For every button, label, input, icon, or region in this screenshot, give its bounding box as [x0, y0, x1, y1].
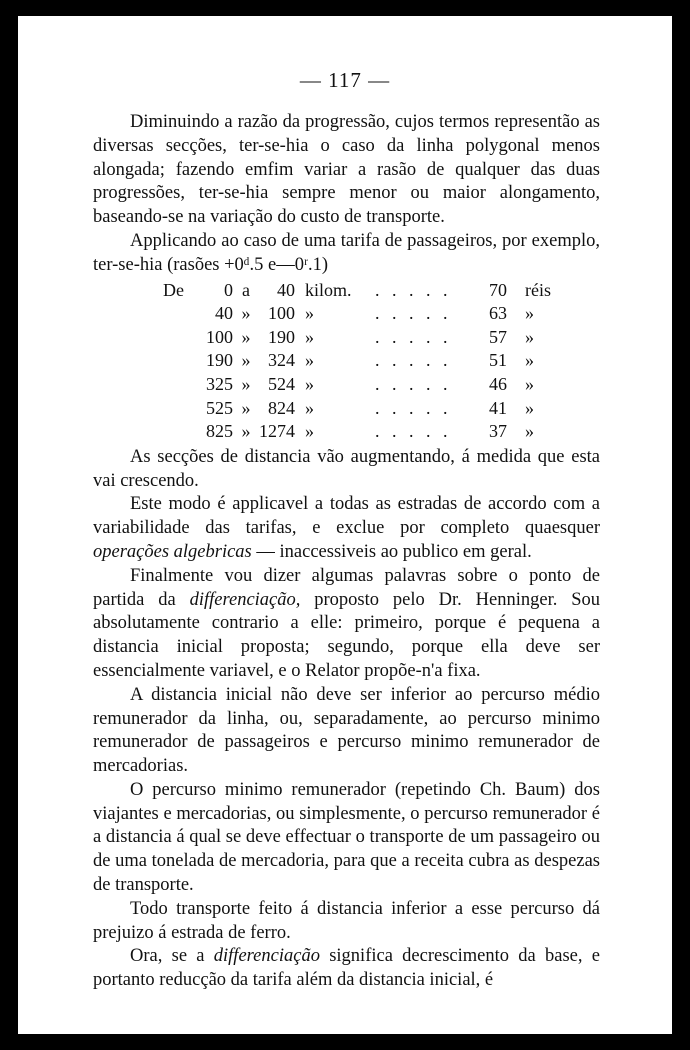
tariff-row [163, 279, 551, 303]
tariff-cell-value: 63 [489, 303, 507, 324]
tariff-cell-value: 41 [489, 397, 507, 418]
italic-term-differentiation: differenciação, [189, 589, 301, 610]
paragraph-4-end: — inaccessiveis ao publico em geral. [251, 541, 532, 562]
tariff-cell-de [163, 397, 199, 421]
tariff-cell-unit: » [305, 350, 314, 371]
paragraph-1: Diminuindo a razão da progressão, cujos termos representão as diversas secções, ter-se-hia o caso da linha polygonal menos alongada; fazendo emfim variar a rasão de qualquer das duas progressões, ter-se-hia sempre menor ou maior alongamento, baseando-se na variação do custo de transporte. [93, 112, 600, 228]
tariff-cell-currency: » [525, 326, 534, 347]
tariff-cell-currency: » [525, 373, 534, 394]
tariff-row [163, 420, 551, 444]
tariff-cell-from: 325 [206, 373, 233, 394]
tariff-cell-value: 70 [489, 279, 507, 300]
tariff-cell-de [163, 420, 199, 444]
tariff-cell-de: De [163, 279, 184, 300]
paragraph-5 [93, 565, 600, 684]
tariff-cell-currency: » [525, 397, 534, 418]
tariff-cell-value: 46 [489, 373, 507, 394]
paragraph-4 [93, 493, 600, 564]
tariff-row [163, 373, 551, 397]
paragraph-4-start: Este modo é applicavel a todas as estradas de accordo com a variabilidade das tarifas, e exclue por completo quaesquer [93, 494, 600, 539]
tariff-cell-de [163, 349, 199, 373]
tariff-cell-value: 51 [489, 350, 507, 371]
italic-term-differentiation-2: differenciação [213, 946, 320, 967]
tariff-cell-from: 190 [206, 350, 233, 371]
tariff-cell-dots: . . . . . [375, 373, 452, 394]
tariff-cell-to: 324 [268, 350, 295, 371]
tariff-cell-currency: » [525, 303, 534, 324]
paragraph-6: A distancia inicial não deve ser inferior ao percurso médio remunerador da linha, ou, separadamente, ao percurso minimo remunerador de passageiros e percurso minimo remunerador de mercadorias. [93, 684, 600, 777]
paragraph-5-start: Finalmente vou dizer algumas palavras sobre o ponto de partida da [93, 565, 600, 610]
tariff-cell-currency: » [525, 421, 534, 442]
paragraph-9-end: significa decrescimento da base, e portanto reducção da tarifa além da distancia inicial, é [93, 946, 600, 991]
tariff-cell-to: 100 [268, 303, 295, 324]
paragraph-7: O percurso minimo remunerador (repetindo Ch. Baum) dos viajantes e mercadorias, ou simplesmente, o percurso remunerador é a distancia á qual se deve effectuar o transporte de um passageiro ou de uma tonelada de mercadoria, para que a receita cubra as despezas de transporte. [93, 779, 600, 896]
tariff-cell-de [163, 373, 199, 397]
tariff-cell-sep: » [241, 373, 251, 394]
tariff-cell-value: 57 [489, 326, 507, 347]
tariff-cell-sep: » [241, 397, 251, 418]
tariff-cell-from: 100 [206, 326, 233, 347]
tariff-table [163, 279, 551, 444]
book-page [18, 16, 672, 1034]
tariff-cell-sep: » [241, 303, 251, 324]
tariff-row [163, 397, 551, 421]
paragraph-3: As secções de distancia vão augmentando, á medida que esta vai crescendo. [93, 446, 600, 491]
paragraph-8: Todo transporte feito á distancia inferior a esse percurso dá prejuizo á estrada de ferro. [93, 898, 600, 943]
tariff-cell-unit: kilom. [305, 279, 352, 300]
tariff-row [163, 349, 551, 373]
tariff-cell-dots: . . . . . [375, 421, 452, 442]
tariff-cell-dots: . . . . . [375, 326, 452, 347]
tariff-cell-sep: » [241, 326, 251, 347]
tariff-row [163, 326, 551, 350]
italic-term-algebraic-operations: operações algebricas [93, 541, 252, 562]
tariff-cell-to: 190 [268, 326, 295, 347]
tariff-cell-to: 40 [277, 279, 295, 300]
tariff-cell-from: 825 [206, 421, 233, 442]
tariff-cell-unit: » [305, 303, 314, 324]
tariff-row [163, 302, 551, 326]
tariff-cell-sep: » [241, 350, 251, 371]
page-number: — 117 — [299, 68, 391, 92]
tariff-cell-from: 525 [206, 397, 233, 418]
tariff-cell-to: 1274 [259, 421, 295, 442]
tariff-cell-dots: . . . . . [375, 303, 452, 324]
tariff-cell-dots: . . . . . [375, 397, 452, 418]
tariff-cell-to: 824 [268, 397, 295, 418]
paragraph-5-end: proposto pelo Dr. Henninger. Sou absolutamente contrario a elle: primeiro, porque é pequena a distancia inicial proposta; segundo, porque ella deve ser essencialmente variavel, e o Relator propõe-n'a fixa. [93, 589, 601, 681]
paragraph-9 [93, 945, 600, 993]
tariff-cell-from: 40 [215, 303, 233, 324]
tariff-cell-de [163, 302, 199, 326]
tariff-cell-from: 0 [224, 279, 233, 300]
paragraph-9-start: Ora, se a [130, 946, 214, 967]
tariff-cell-unit: » [305, 421, 314, 442]
body-text [93, 111, 600, 993]
tariff-cell-dots: . . . . . [375, 279, 452, 300]
paragraph-2-intro: Applicando ao caso de uma tarifa de passageiros, por exemplo, ter-se-hia (rasões +0ᵈ.5 e—0ʳ.1) [93, 230, 600, 275]
tariff-cell-to: 524 [268, 373, 295, 394]
tariff-cell-dots: . . . . . [375, 350, 452, 371]
tariff-cell-currency: réis [525, 279, 551, 300]
tariff-cell-currency: » [525, 350, 534, 371]
tariff-cell-de [163, 326, 199, 350]
tariff-cell-unit: » [305, 326, 314, 347]
tariff-cell-unit: » [305, 373, 314, 394]
tariff-cell-value: 37 [489, 421, 507, 442]
tariff-cell-unit: » [305, 397, 314, 418]
tariff-cell-sep: » [241, 421, 251, 442]
tariff-cell-sep: a [242, 279, 250, 300]
